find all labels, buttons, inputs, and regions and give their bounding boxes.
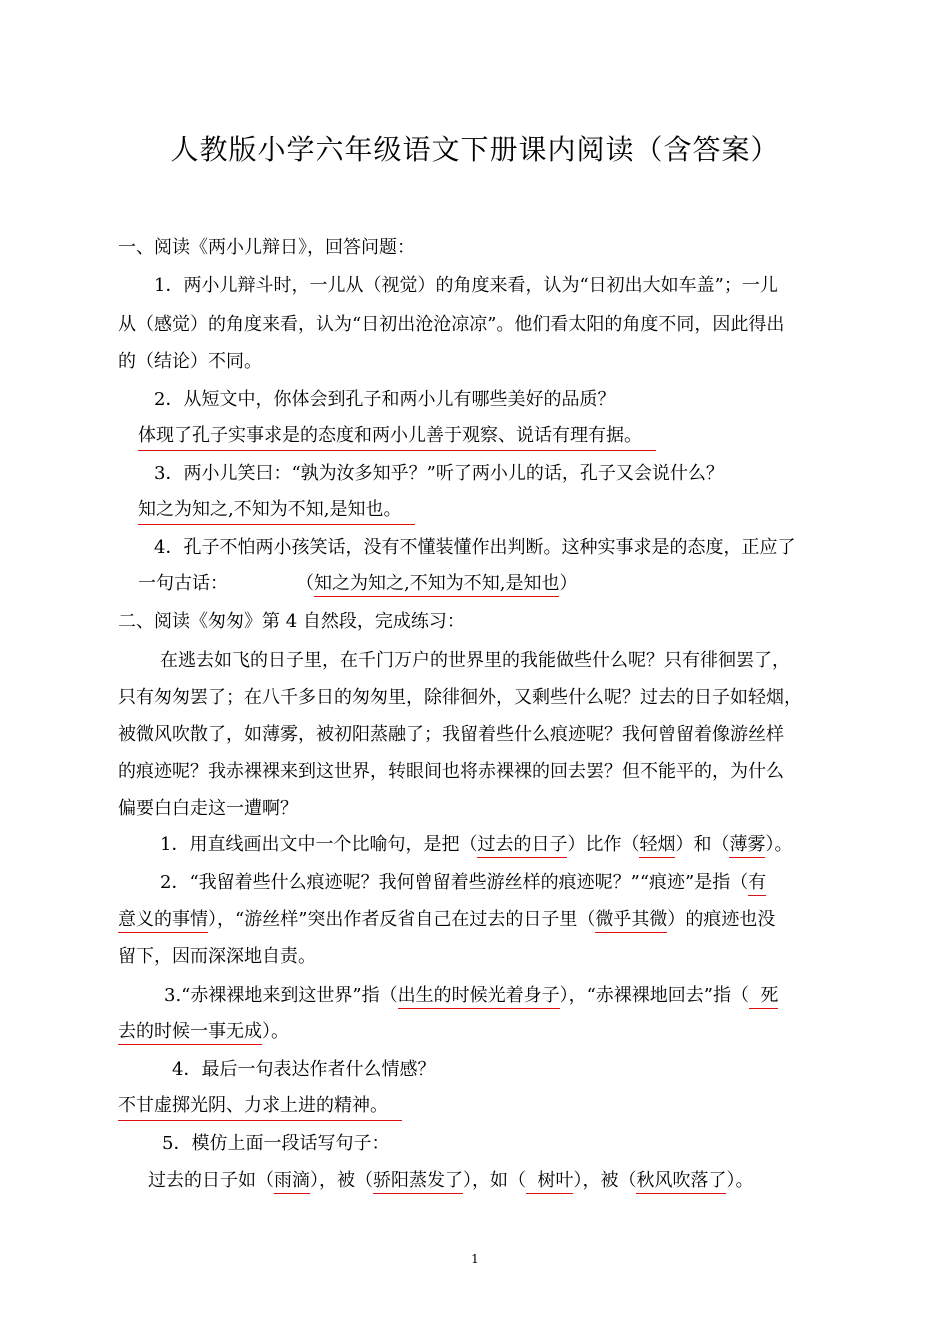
answer: 骄阳蒸发了 — [373, 1170, 463, 1194]
s1-q1-line-2: 从（感觉）的角度来看，认为“日初出沧沧凉凉”。他们看太阳的角度不同，因此得出 — [118, 314, 785, 335]
passage-line: 偏要白白走这一遭啊？ — [118, 798, 298, 819]
s2-q1 — [160, 833, 792, 857]
s2-q5-answer-line — [148, 1169, 753, 1193]
passage-line: 只有匆匆罢了；在八千多日的匆匆里，除徘徊外，又剩些什么呢？过去的日子如轻烟， — [118, 687, 802, 708]
s2-q3-line-1 — [164, 984, 778, 1008]
text: ）。 — [262, 1021, 289, 1042]
answer: 有 — [748, 872, 766, 896]
s2-q2-line-3: 留下，因而深深地自责。 — [118, 946, 316, 967]
text: 3.“赤裸裸地来到这世界”指（ — [164, 985, 398, 1006]
paren: （ — [296, 573, 314, 594]
s2-q2-line-1 — [160, 871, 766, 895]
s1-q2-answer: 体现了孔子实事求是的态度和两小儿善于观察、说话有理有据。 — [138, 424, 656, 451]
s1-q1-line-3: 的（结论）不同。 — [118, 351, 262, 372]
answer: 秋风吹落了 — [636, 1170, 726, 1194]
text: ），被（ — [310, 1170, 373, 1191]
s1-q4-line-2 — [138, 572, 577, 596]
s1-q3-question: 3．两小儿笑曰：“孰为汝多知乎？”听了两小儿的话，孔子又会说什么？ — [154, 463, 724, 484]
text: ）。 — [765, 834, 793, 855]
s2-q2-line-2 — [118, 908, 775, 932]
s1-q4-line-1: 4．孔子不怕两小孩笑话，没有不懂装懂作出判断。这种实事求是的态度，正应了 — [154, 537, 796, 558]
answer: 过去的日子 — [477, 834, 567, 858]
answer: 意义的事情 — [118, 909, 208, 933]
text: 2．“我留着些什么痕迹呢？我何曾留着些游丝样的痕迹呢？”“痕迹”是指（ — [160, 872, 749, 893]
answer: 死 — [749, 985, 778, 1009]
text: ）。 — [726, 1170, 754, 1191]
answer: 树叶 — [526, 1170, 573, 1194]
text: ），“游丝样”突出作者反省自己在过去的日子里（ — [208, 909, 596, 930]
s1-q4-prefix: 一句古话： — [138, 573, 228, 594]
text: 1．用直线画出文中一个比喻句，是把（ — [160, 834, 478, 855]
answer: 轻烟 — [639, 834, 675, 858]
answer: 雨滴 — [274, 1170, 310, 1194]
s1-q1-line-1: 1．两小儿辩斗时，一儿从（视觉）的角度来看，认为“日初出大如车盖”；一儿 — [154, 275, 778, 296]
text: ）和（ — [675, 834, 730, 855]
answer: 去的时候一事无成 — [118, 1021, 262, 1045]
text: 过去的日子如（ — [148, 1170, 274, 1191]
passage-line: 在逃去如飞的日子里，在千门万户的世界里的我能做些什么呢？只有徘徊罢了， — [160, 650, 790, 671]
section-2-heading: 二、阅读《匆匆》第 4 自然段，完成练习： — [118, 611, 465, 632]
page-number: 1 — [471, 1252, 479, 1266]
text: ）比作（ — [567, 834, 640, 855]
text: ）的痕迹也没 — [667, 909, 776, 930]
s1-q3-answer: 知之为知之,不知为不知,是知也。 — [138, 498, 415, 525]
s1-q4-answer: 知之为知之,不知为不知,是知也 — [314, 573, 559, 597]
s2-q3-line-2 — [118, 1020, 289, 1044]
passage-line: 的痕迹呢？我赤裸裸来到这世界，转眼间也将赤裸裸的回去罢？但不能平的，为什么 — [118, 761, 784, 782]
answer: 薄雾 — [729, 834, 765, 858]
page-title: 人教版小学六年级语文下册课内阅读（含答案） — [170, 133, 780, 166]
paren: ） — [559, 573, 578, 594]
section-1-heading: 一、阅读《两小儿辩日》，回答问题： — [118, 237, 415, 258]
text: ），如（ — [463, 1170, 526, 1191]
s2-q4-question: 4．最后一句表达作者什么情感？ — [172, 1059, 436, 1080]
answer: 出生的时候光着身子 — [398, 985, 560, 1009]
answer: 微乎其微 — [595, 909, 667, 933]
passage-line: 被微风吹散了，如薄雾，被初阳蒸融了；我留着些什么痕迹呢？我何曾留着像游丝样 — [118, 724, 784, 745]
s2-q5-question: 5．模仿上面一段话写句子： — [162, 1133, 390, 1154]
s2-q4-answer: 不甘虚掷光阴、力求上进的精神。 — [118, 1094, 402, 1121]
text: ），被（ — [573, 1170, 637, 1191]
s1-q2-question: 2．从短文中，你体会到孔子和两小儿有哪些美好的品质？ — [154, 389, 616, 410]
text: ），“赤裸裸地回去”指（ — [559, 985, 749, 1006]
